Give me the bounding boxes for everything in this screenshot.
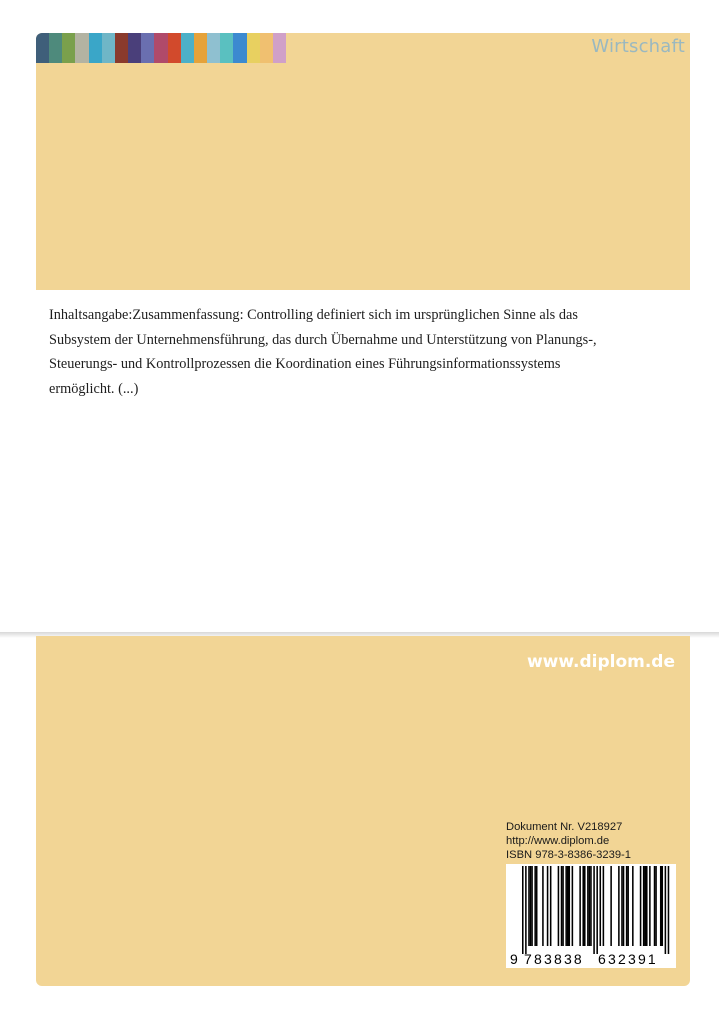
barcode-bar <box>565 866 567 946</box>
barcode-bar <box>668 866 670 954</box>
spine-stripe <box>181 33 194 63</box>
barcode-bar <box>649 866 651 946</box>
barcode-bar <box>582 866 584 946</box>
spine-stripe <box>233 33 246 63</box>
color-spine-stripes <box>36 33 286 63</box>
imprint-block <box>506 821 676 862</box>
barcode-right-digits: 632391 <box>598 951 658 967</box>
barcode-bar <box>590 866 592 946</box>
barcode-bar <box>621 866 623 946</box>
barcode-bar <box>562 866 564 946</box>
barcode-bar <box>561 866 563 946</box>
spine-stripe <box>247 33 260 63</box>
barcode-bar <box>584 866 586 946</box>
barcode-bar <box>627 866 629 946</box>
barcode-bar <box>603 866 605 946</box>
spine-stripe <box>220 33 233 63</box>
spine-stripe <box>75 33 88 63</box>
barcode-bar <box>646 866 648 946</box>
spine-stripe <box>102 33 115 63</box>
barcode-bar <box>550 866 552 946</box>
barcode-bar <box>654 866 656 946</box>
barcode-bar <box>530 866 532 946</box>
category-label: Wirtschaft <box>591 36 685 57</box>
barcode-bar <box>640 866 642 946</box>
barcode-bar <box>589 866 591 946</box>
barcode-graphic <box>506 864 676 968</box>
document-number: Dokument Nr. V218927 <box>506 821 623 833</box>
barcode-bar <box>660 866 662 946</box>
spine-stripe <box>141 33 154 63</box>
barcode-bar <box>632 866 634 946</box>
cover-top-panel <box>36 33 690 290</box>
barcode-bar <box>525 866 527 954</box>
barcode-bar <box>587 866 589 946</box>
barcode-bar <box>569 866 571 946</box>
spine-stripe <box>62 33 75 63</box>
barcode-bar <box>593 866 595 954</box>
barcode-bar <box>600 866 602 946</box>
barcode-bar <box>665 866 667 954</box>
barcode-bar <box>547 866 549 946</box>
isbn-barcode <box>506 864 676 968</box>
isbn: ISBN 978-3-8386-3239-1 <box>506 848 632 861</box>
barcode-bar <box>662 866 664 946</box>
spine-stripe <box>260 33 273 63</box>
barcode-bar <box>567 866 569 946</box>
barcode-bar <box>531 866 533 946</box>
barcode-bar <box>579 866 581 946</box>
imprint-url: http://www.diplom.de <box>506 834 610 847</box>
spine-stripe <box>168 33 181 63</box>
barcode-bar <box>558 866 560 946</box>
barcode-bar <box>623 866 625 946</box>
spine-stripe <box>36 33 49 63</box>
spine-stripe <box>128 33 141 63</box>
barcode-bar <box>644 866 646 946</box>
spine-stripe <box>194 33 207 63</box>
spine-stripe <box>49 33 62 63</box>
spine-stripe <box>273 33 286 63</box>
barcode-bar <box>522 866 524 954</box>
barcode-bar <box>626 866 628 946</box>
spine-stripe <box>154 33 167 63</box>
barcode-bar <box>542 866 544 946</box>
barcode-bar <box>572 866 574 946</box>
barcode-bar <box>643 866 645 946</box>
barcode-bar <box>528 866 530 946</box>
barcode-bar <box>610 866 612 946</box>
barcode-bar <box>534 866 536 946</box>
spine-stripe <box>89 33 102 63</box>
barcode-bar <box>536 866 538 946</box>
spine-stripe <box>115 33 128 63</box>
barcode-left-digits: 783838 <box>524 951 584 967</box>
barcode-bar <box>655 866 657 946</box>
spine-stripe <box>207 33 220 63</box>
barcode-bar <box>596 866 598 954</box>
barcode-first-digit: 9 <box>510 951 518 967</box>
barcode-bar <box>618 866 620 946</box>
website-label: www.diplom.de <box>526 652 675 672</box>
abstract-text: Inhaltsangabe:Zusammenfassung: Controlling definiert sich im ursprünglichen Sinne als das Subsystem der Unternehmensführung, das durch Übernahme und Unterstützung von Planungs-, Steuerungs- und Kontrollprozessen die Koordination eines Führungsinformationssystems ermöglicht. (...) <box>49 307 597 397</box>
